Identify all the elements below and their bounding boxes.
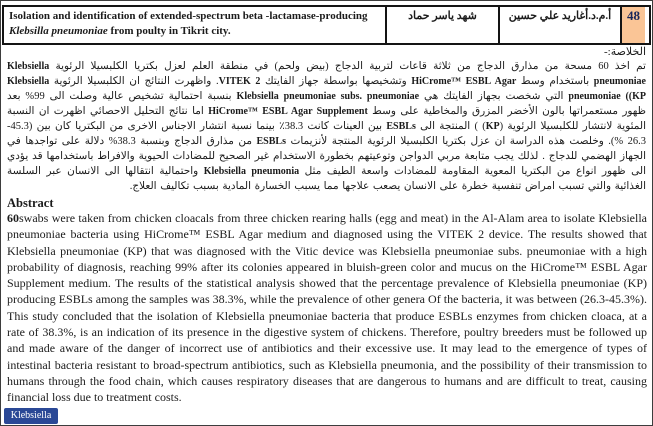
entry-number: 48	[620, 7, 645, 43]
author-name-supervisor: أ.م.د.أغاريد علي حسين	[498, 7, 620, 43]
english-abstract-heading: Abstract	[7, 196, 54, 210]
author-name-primary: شهد ياسر حماد	[385, 7, 498, 43]
arabic-abstract-heading: الخلاصة:-	[603, 46, 646, 58]
header-table	[2, 5, 651, 45]
english-abstract-body: 60swabs were taken from chicken cloacals from three chicken rearing halls (egg and meat) in the Al-Alam area to isolate Klebsiella pneumoniae bacteria using HiCrome™ ESBL Agar medium and diagnosed using the VITEK 2 device. The results showed that Klebsiella pneumoniae (KP) that was diagnosed with the Vitic device was Klebsiella pneumoniae subs. pneumoniae with a high probability of diagnosis, reaching 99% after its colonies appeared in bluish-green color and mucus on the HiCrome™ ESBL Agar Supplement medium. The results of the statistical analysis showed that the percentage prevalence of Klebsiella pneumoniae (KP) producing ESBLs among the samples was 38.3%, while the prevalence of other genera Of the bacteria, it was between (26.3-45.3%). This study concluded that the isolation of Klebsiella pneumoniae bacteria that produce ESBLs enzymes from chicken cloaca, at a rate of 38.3%, is an indication of its presence in the digestive system of chickens. Therefore, poultry breeders must be followed up and made aware of the danger of incorrect use of antibiotics and their excessive use. It may lead to the emergence of types of intestinal bacteria resistant to broad-spectrum antibiotics, such as Klebsiella pneumonia, and the possibility of their transmission to humans through the food chain, which causes respiratory diseases that are dangerous to humans and are difficult to treat, causing financial loss due to treatment costs.	[7, 211, 647, 405]
paper-title: Isolation and identification of extended-spectrum beta -lactamase-producing Klebsilla pneumoniae from poulty in Tikrit city.	[9, 10, 368, 37]
arabic-abstract-body: تم اخذ 60 مسحة من مذارق الدجاج من ثلاثة قاعات لتربية الدجاج (بيض ولحم) في منطقة العلم لعزل بكتريا الكلبسيلا الرئوية Klebsiella pneumoniae باستخدام وسط HiCrome™ ESBL Agar وتشخيصها بواسطة جهاز الفايتك VITEK 2. واظهرت النتائج ان الكلبسيلا الرئوية Klebsiella pneumoniae ((KP التي شخصت بجهاز الفايتك هي Klebsiella pneumoniae subs. pneumoniae بنسبة احتمالية تشخيص عالية وصلت الى 99% بعد ظهور مستعمراتها بالون الأخضر المزرق والمخاطية على وسط HiCrome™ ESBL Agar Supplement اما نتائج التحليل الاحصائي اظهرت ان النسبة المئوية لانتشار للكلبسيلا الرئوية (KP) ) المنتجة الى ESBLs بين العينات كانت 38.3٪ بينما نسبة انتشار الاجناس الاخرى من البكتريا كان بين (45.3- 26.3 %). وخلصت هذه الدراسة ان عزل بكتريا الكلبسيلا الرئوية المنتجة لأنزيمات ESBLs من مذارق الدجاج وبنسبة 38.3% دلالة على تواجدها في الجهاز الهضمي للدجاج . لذلك يجب متابعة مربي الدواجن وتوعيتهم بخطورة الاستخدام غير الصحيح للمضادات الحيوية والافراط باستخدامها قد يؤدي الى ظهور انواع من البكتريا المعوية المقاومة للمضادات واسعة الطيف مثل Klebsiella pneumonia واحتمالية انتقالها الى الانسان عبر السلسة الغذائية والتي تسبب امراض تنفسية خطرة على الانسان يصعب علاجها مما يسبب الخسارة المادية بسبب تكاليف العلاج.	[7, 61, 647, 192]
klebsiella-label-badge: Klebsiella	[4, 408, 58, 424]
